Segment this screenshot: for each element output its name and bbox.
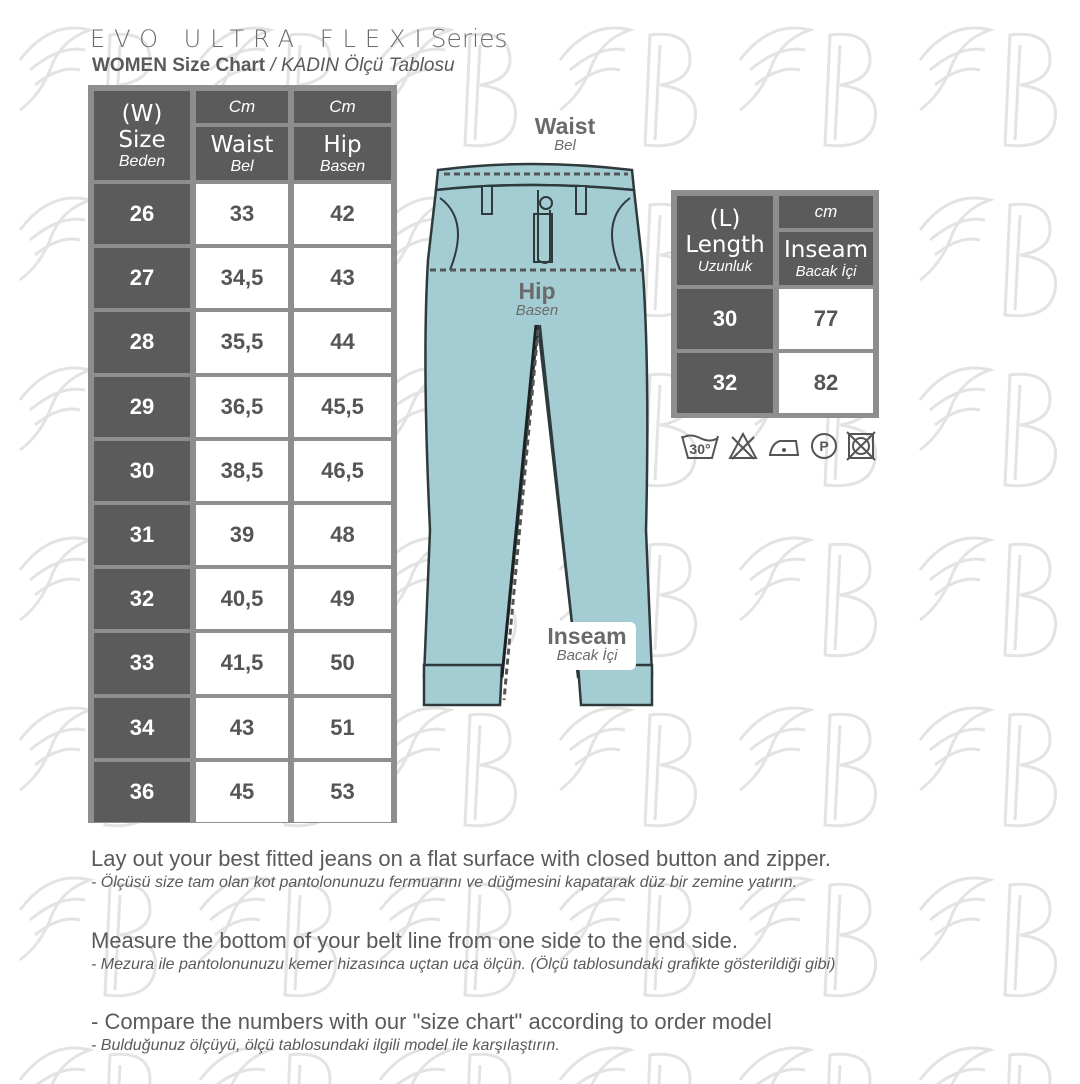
size-cell <box>94 569 190 629</box>
waist-cell-value: 38,5 <box>220 457 264 483</box>
waist-cell <box>196 377 288 437</box>
size-cell <box>94 505 190 565</box>
waist-unit-header <box>196 91 288 123</box>
hip-header-sub: Basen <box>319 158 366 175</box>
hip-unit-header <box>294 91 391 123</box>
waist-cell <box>196 762 288 822</box>
waist-cell <box>196 569 288 629</box>
no-bleach-icon <box>728 431 758 466</box>
length-table <box>671 190 879 418</box>
waist-cell <box>196 184 288 244</box>
inseam-cell-value: 77 <box>813 306 839 331</box>
hip-label-title: Hip <box>518 278 556 304</box>
subtitle-bold: WOMEN Size Chart <box>92 55 266 76</box>
hip-cell-value: 53 <box>330 778 355 804</box>
hip-unit: Cm <box>329 97 356 116</box>
chart-subtitle <box>92 55 455 77</box>
waist-cell-value: 39 <box>229 522 255 548</box>
inseam-header-label: Inseam <box>784 237 868 263</box>
size-cell-value: 33 <box>129 650 155 676</box>
instruction-3-en: - Compare the numbers with our "size chart" according to order model <box>91 1009 772 1034</box>
instruction-1-en: Lay out your best fitted jeans on a flat surface with closed button and zipper. <box>91 846 831 871</box>
waist-cell-value: 35,5 <box>220 329 264 355</box>
inseam-cell <box>779 353 873 413</box>
size-header-top: (W) <box>121 101 163 127</box>
hip-cell <box>294 312 391 372</box>
waist-cell-value: 33 <box>229 201 255 227</box>
care-icons <box>680 430 876 467</box>
size-cell-value: 29 <box>129 393 155 419</box>
inseam-header-sub: Bacak İçi <box>795 263 857 280</box>
hip-cell <box>294 441 391 501</box>
hip-cell <box>294 248 391 308</box>
waist-cell <box>196 633 288 693</box>
size-cell-value: 32 <box>129 586 155 612</box>
inseam-header <box>779 232 873 285</box>
hip-cell <box>294 505 391 565</box>
wash-temp-label: 30° <box>689 441 711 457</box>
waist-unit: Cm <box>228 97 256 116</box>
instruction-3-tr: - Bulduğunuz ölçüyü, ölçü tablosundaki ilgili model ile karşılaştırın. <box>91 1037 560 1054</box>
size-cell-value: 31 <box>129 522 155 548</box>
length-header <box>677 196 773 285</box>
hip-cell-value: 48 <box>330 522 355 548</box>
series-title <box>90 24 507 53</box>
length-cell-value: 30 <box>712 306 738 331</box>
series-letters: EVO ULTRA FLEXI <box>90 25 431 53</box>
hip-cell <box>294 633 391 693</box>
no-tumble-dry-icon <box>846 431 876 466</box>
series-word: Series <box>430 24 508 53</box>
women-size-table <box>88 85 397 823</box>
waist-cell <box>196 698 288 758</box>
length-header-top: (L) <box>709 206 741 232</box>
size-cell <box>94 312 190 372</box>
jeans-diagram <box>410 110 670 710</box>
size-cell-value: 36 <box>129 778 155 804</box>
inseam-unit: cm <box>814 202 838 221</box>
hip-cell-value: 45,5 <box>321 393 364 419</box>
inseam-label <box>538 623 636 664</box>
hip-cell <box>294 698 391 758</box>
hip-cell <box>294 762 391 822</box>
size-header <box>94 91 190 180</box>
waist-cell-value: 40,5 <box>220 586 264 612</box>
hip-cell-value: 46,5 <box>321 457 364 483</box>
waist-label-title: Waist <box>534 113 596 139</box>
instruction-3 <box>91 1009 772 1055</box>
instruction-2-tr: - Mezura ile pantolonunuzu kemer hizasınca uçtan uca ölçün. (Ölçü tablosundaki grafikte gösterildiği gibi) <box>91 956 836 973</box>
waist-cell-value: 36,5 <box>220 393 264 419</box>
hip-cell <box>294 569 391 629</box>
size-cell <box>94 377 190 437</box>
dry-clean-label: P <box>819 438 829 454</box>
hip-header-label: Hip <box>323 132 362 158</box>
waist-header-sub: Bel <box>230 158 254 175</box>
hip-cell <box>294 377 391 437</box>
waist-cell-value: 34,5 <box>220 265 264 291</box>
size-cell <box>94 762 190 822</box>
size-cell <box>94 248 190 308</box>
length-header-label: Length <box>685 232 765 258</box>
hip-label <box>500 278 574 319</box>
hip-cell-value: 44 <box>330 329 355 355</box>
length-header-sub: Uzunluk <box>697 258 753 275</box>
instruction-1-tr: - Ölçüsü size tam olan kot pantolonunuzu fermuarını ve düğmesini kapatarak düz bir zemine yatırın. <box>91 874 798 891</box>
hip-cell <box>294 184 391 244</box>
hip-label-sub: Basen <box>515 302 559 319</box>
size-cell-value: 28 <box>129 329 155 355</box>
waist-header <box>196 127 288 180</box>
instruction-2 <box>91 928 835 974</box>
waist-cell-value: 41,5 <box>220 650 264 676</box>
hip-cell-value: 50 <box>330 650 355 676</box>
length-cell-value: 32 <box>712 370 738 395</box>
dry-clean-p-icon <box>810 432 838 465</box>
size-cell-value: 27 <box>129 265 155 291</box>
waist-cell-value: 45 <box>229 778 255 804</box>
waist-label <box>500 113 630 154</box>
inseam-label-sub: Bacak İçi <box>556 647 618 664</box>
hip-cell-value: 42 <box>330 201 355 227</box>
waist-cell <box>196 441 288 501</box>
size-cell <box>94 633 190 693</box>
length-cell <box>677 289 773 349</box>
waist-cell <box>196 248 288 308</box>
wash-30-icon <box>680 430 720 467</box>
hip-cell-value: 43 <box>330 265 355 291</box>
inseam-cell-value: 82 <box>813 370 839 395</box>
instruction-2-en: Measure the bottom of your belt line from one side to the end side. <box>91 928 738 953</box>
inseam-label-title: Inseam <box>547 623 627 649</box>
hip-cell-value: 51 <box>330 714 355 740</box>
hip-cell-value: 49 <box>330 586 355 612</box>
waist-cell <box>196 312 288 372</box>
size-header-label: Size <box>118 127 166 153</box>
size-header-sub: Beden <box>118 153 166 170</box>
subtitle-italic: / KADIN Ölçü Tablosu <box>270 55 455 76</box>
iron-low-icon <box>766 431 802 466</box>
inseam-cell <box>779 289 873 349</box>
instruction-1 <box>91 846 831 892</box>
hip-header <box>294 127 391 180</box>
size-cell-value: 34 <box>129 714 155 740</box>
size-cell <box>94 441 190 501</box>
size-cell <box>94 184 190 244</box>
size-cell-value: 26 <box>129 201 155 227</box>
size-cell-value: 30 <box>129 457 155 483</box>
waist-label-sub: Bel <box>554 137 576 154</box>
waist-cell-value: 43 <box>229 714 255 740</box>
length-cell <box>677 353 773 413</box>
waist-header-label: Waist <box>210 132 274 158</box>
inseam-unit-header <box>779 196 873 228</box>
waist-cell <box>196 505 288 565</box>
size-cell <box>94 698 190 758</box>
